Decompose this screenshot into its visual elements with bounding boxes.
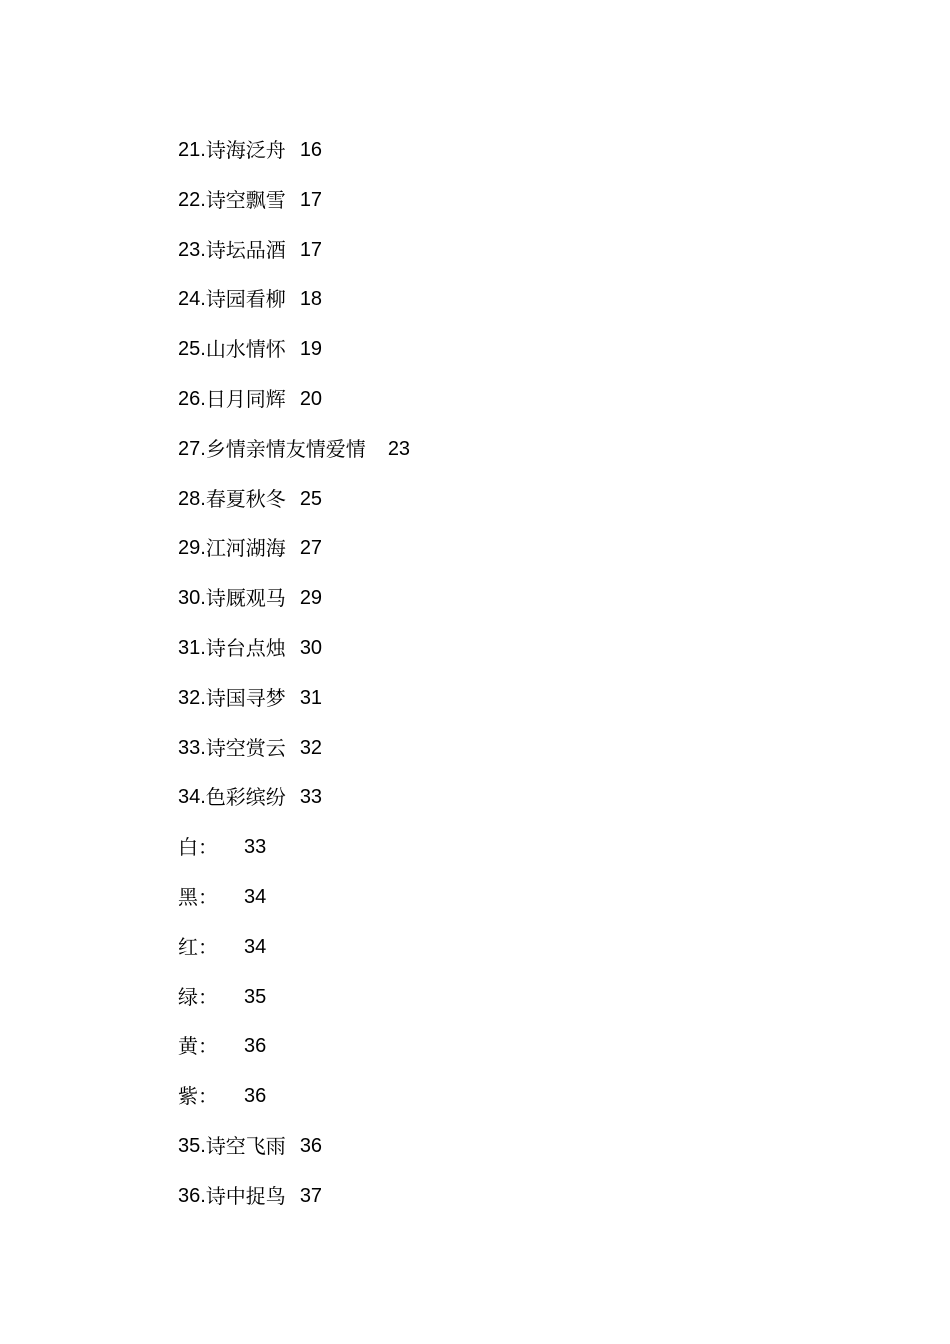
toc-entry[interactable]: [178, 1182, 410, 1232]
entry-number: 35.: [178, 1134, 206, 1157]
toc-entry[interactable]: [178, 285, 410, 335]
toc-entry[interactable]: [178, 385, 410, 435]
page-number: 18: [299, 288, 323, 311]
entry-number: 21.: [178, 139, 206, 161]
toc-subentry-color[interactable]: [178, 833, 410, 883]
entry-title: 日月同辉: [205, 386, 286, 411]
entry-number: 34.: [178, 786, 206, 809]
entry-number: 31.: [178, 636, 206, 659]
entry-number: 30.: [178, 587, 206, 610]
toc-subentry-color[interactable]: [178, 983, 410, 1033]
page-number: 36: [244, 1035, 267, 1058]
toc-entry[interactable]: [178, 335, 410, 385]
toc-entry[interactable]: [178, 634, 410, 684]
page-number: 29: [299, 587, 323, 610]
toc-entry[interactable]: [178, 783, 410, 833]
toc-subentry-color[interactable]: [178, 1082, 410, 1132]
entry-number: 26.: [178, 387, 206, 410]
entry-number: 28.: [178, 487, 206, 510]
toc-entry[interactable]: [178, 236, 410, 286]
entry-number: 24.: [178, 288, 206, 311]
page-number: 23: [387, 437, 411, 460]
page-number: 17: [299, 238, 323, 261]
entry-title: 诗台点烛: [205, 635, 286, 660]
entry-title: 乡情亲情友情爱情: [205, 436, 366, 461]
entry-title: 诗空飞雨: [205, 1133, 286, 1158]
page-number: 27: [299, 537, 323, 560]
entry-title: 春夏秋冬: [205, 486, 286, 511]
entry-number: 29.: [178, 537, 206, 560]
entry-number: 23.: [178, 238, 206, 261]
entry-title: 诗海泛舟: [205, 138, 286, 162]
entry-title: 诗园看柳: [205, 287, 286, 312]
subentry-title: 红：: [178, 934, 218, 959]
page-number: 20: [299, 387, 323, 410]
entry-title: 诗坛品酒: [205, 237, 286, 262]
entry-number: 36.: [178, 1184, 206, 1207]
entry-title: 色彩缤纷: [205, 785, 286, 810]
toc-entry[interactable]: [178, 136, 410, 186]
toc-entry[interactable]: [178, 485, 410, 535]
page-number: 34: [244, 885, 267, 908]
entry-number: 25.: [178, 338, 206, 361]
page-number: 31: [299, 686, 323, 709]
entry-number: 22.: [178, 188, 206, 211]
entry-title: 山水情怀: [205, 337, 286, 362]
page-number: 33: [244, 836, 267, 859]
page-number: 32: [299, 736, 323, 759]
entry-title: 诗厩观马: [205, 586, 286, 611]
toc-entry[interactable]: [178, 684, 410, 734]
page-number: 30: [299, 636, 323, 659]
subentry-title: 黑：: [178, 884, 218, 909]
page-number: 36: [299, 1134, 323, 1157]
page-number: 34: [244, 935, 267, 958]
subentry-title: 绿：: [178, 984, 218, 1009]
toc-subentry-color[interactable]: [178, 1032, 410, 1082]
entry-title: 诗空飘雪: [205, 187, 286, 212]
toc-entry[interactable]: [178, 1132, 410, 1182]
page-number: 37: [299, 1184, 323, 1207]
page-number: 35: [244, 985, 267, 1008]
page-number: 25: [299, 487, 323, 510]
entry-title: 诗中捉鸟: [205, 1183, 286, 1208]
subentry-title: 紫：: [178, 1084, 218, 1109]
toc-entry[interactable]: [178, 584, 410, 634]
toc-entry[interactable]: [178, 734, 410, 784]
toc-subentry-color[interactable]: [178, 933, 410, 983]
toc-entry[interactable]: [178, 186, 410, 236]
subentry-title: 黄：: [178, 1034, 218, 1059]
table-of-contents: [178, 136, 410, 1232]
toc-entry[interactable]: [178, 534, 410, 584]
subentry-title: 白：: [178, 835, 218, 860]
page-number: 36: [244, 1085, 267, 1108]
page-number: 17: [299, 188, 323, 211]
entry-number: 32.: [178, 686, 206, 709]
toc-subentry-color[interactable]: [178, 883, 410, 933]
page-number: 19: [299, 338, 323, 361]
page-number: 33: [299, 786, 323, 809]
toc-entry[interactable]: [178, 435, 410, 485]
entry-title: 诗国寻梦: [205, 685, 286, 710]
entry-number: 33.: [178, 736, 206, 759]
entry-title: 诗空赏云: [205, 735, 286, 760]
page-number: 16: [299, 139, 323, 161]
entry-title: 江河湖海: [205, 536, 286, 561]
entry-number: 27.: [178, 437, 206, 460]
